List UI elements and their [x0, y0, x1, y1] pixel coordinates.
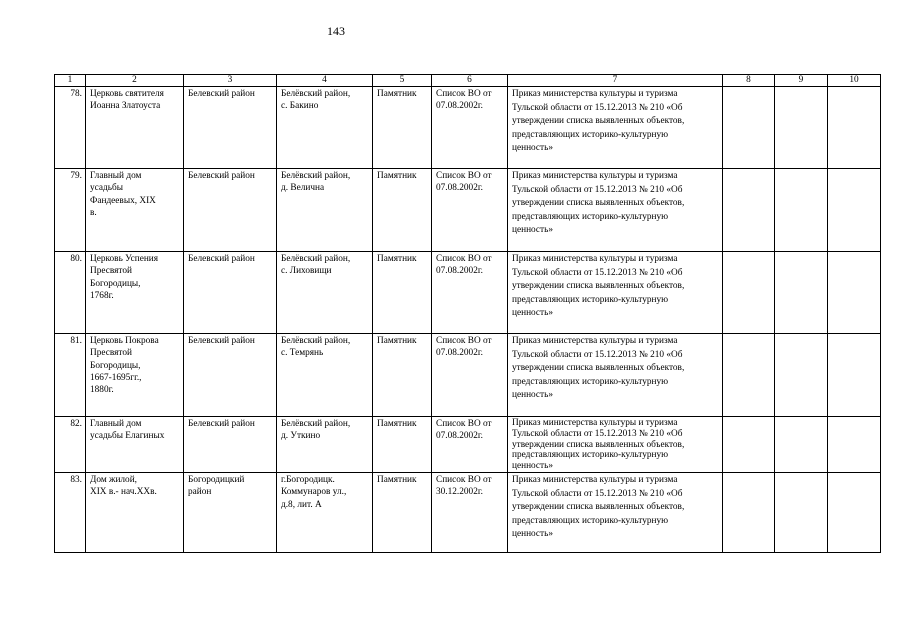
list-reference-cell [432, 169, 508, 252]
cell-line: Приказ министерства культуры и туризма [512, 336, 678, 346]
list-reference-cell [432, 252, 508, 334]
cell-line: ценность» [512, 390, 554, 401]
cell-line: Коммунаров ул., [281, 487, 347, 498]
column-header: 10 [828, 75, 881, 87]
district-cell [184, 334, 277, 417]
empty-cell [723, 252, 775, 334]
cell-line: Церковь святителя [90, 89, 164, 99]
cell-line: ценность» [512, 308, 554, 319]
district-cell [184, 169, 277, 252]
cell-line: Белёвский район, [281, 336, 351, 346]
cell-line: ценность» [512, 225, 554, 236]
table-body [55, 87, 881, 553]
empty-cell [723, 417, 775, 473]
row-number-cell: 83. [55, 472, 86, 552]
order-document-cell [508, 334, 723, 417]
category-cell: Памятник [373, 169, 432, 252]
cell-line: Список ВО от [436, 254, 492, 264]
cell-line: 07.08.2002г. [436, 266, 483, 277]
cell-line: Белёвский район, [281, 419, 351, 429]
address-cell [277, 472, 373, 552]
table-row [55, 169, 881, 252]
cell-line: Белёвский район, [281, 171, 351, 181]
cell-line: д. Велична [281, 183, 325, 194]
column-header: 7 [508, 75, 723, 87]
cell-line: представляющих историко-культурную [512, 450, 669, 461]
cell-line: XIX в.- нач.XXв. [90, 487, 157, 498]
cell-line: с. Лиховищи [281, 266, 332, 277]
cell-line: представляющих историко-культурную [512, 515, 669, 526]
table-row [55, 334, 881, 417]
column-header: 3 [184, 75, 277, 87]
cell-line: ценность» [512, 461, 554, 472]
cell-line: представляющих историко-культурную [512, 211, 669, 222]
cell-line: в. [90, 207, 97, 218]
district-cell [184, 87, 277, 169]
cell-line: утверждении списка выявленных объектов, [512, 439, 685, 450]
cell-line: усадьбы [90, 183, 123, 194]
cell-line: 07.08.2002г. [436, 348, 483, 359]
column-header: 6 [432, 75, 508, 87]
empty-cell [775, 169, 828, 252]
cell-line: Приказ министерства культуры и туризма [512, 418, 678, 428]
list-reference-cell [432, 87, 508, 169]
cell-line: Белевский район [188, 89, 255, 99]
cell-line: утверждении списка выявленных объектов, [512, 502, 685, 513]
cell-line: утверждении списка выявленных объектов, [512, 363, 685, 374]
cell-line: Тульской области от 15.12.2013 № 210 «Об [512, 267, 683, 278]
empty-cell [828, 417, 881, 473]
category-cell: Памятник [373, 87, 432, 169]
table-row [55, 252, 881, 334]
address-cell [277, 252, 373, 334]
cell-line: Тульской области от 15.12.2013 № 210 «Об [512, 349, 683, 360]
cell-line: 07.08.2002г. [436, 101, 483, 112]
cell-line: 30.12.2002г. [436, 487, 483, 498]
order-document-cell [508, 169, 723, 252]
cell-line: Список ВО от [436, 336, 492, 346]
cell-line: с. Темрянь [281, 348, 324, 359]
cell-line: Тульской области от 15.12.2013 № 210 «Об [512, 102, 683, 113]
category-cell: Памятник [373, 252, 432, 334]
order-document-cell [508, 472, 723, 552]
cell-line: Пресвятой [90, 266, 132, 277]
empty-cell [828, 252, 881, 334]
cell-line: район [188, 487, 212, 498]
row-number-cell: 81. [55, 334, 86, 417]
column-header: 8 [723, 75, 775, 87]
cell-line: 1768г. [90, 290, 114, 301]
order-document-cell [508, 252, 723, 334]
cell-line: Тульской области от 15.12.2013 № 210 «Об [512, 428, 683, 439]
column-header: 4 [277, 75, 373, 87]
cell-line: представляющих историко-культурную [512, 376, 669, 387]
cell-line: Приказ министерства культуры и туризма [512, 89, 678, 99]
object-name-cell [86, 169, 184, 252]
column-header: 1 [55, 75, 86, 87]
cell-line: Белевский район [188, 419, 255, 429]
cell-line: Главный дом [90, 171, 142, 181]
empty-cell [828, 87, 881, 169]
cell-line: Список ВО от [436, 419, 492, 429]
empty-cell [828, 472, 881, 552]
cell-line: Тульской области от 15.12.2013 № 210 «Об [512, 184, 683, 195]
address-cell [277, 417, 373, 473]
cell-line: Список ВО от [436, 89, 492, 99]
cell-line: усадьбы Елагиных [90, 431, 165, 442]
cell-line: с. Бакино [281, 101, 319, 112]
empty-cell [775, 472, 828, 552]
empty-cell [828, 169, 881, 252]
cell-line: Богородицы, [90, 360, 141, 371]
cell-line: утверждении списка выявленных объектов, [512, 281, 685, 292]
category-cell: Памятник [373, 334, 432, 417]
cell-line: Белевский район [188, 336, 255, 346]
empty-cell [828, 334, 881, 417]
cell-line: Иоанна Златоуста [90, 101, 161, 112]
empty-cell [723, 472, 775, 552]
column-header: 2 [86, 75, 184, 87]
cell-line: Главный дом [90, 419, 142, 429]
district-cell [184, 417, 277, 473]
cell-line: Тульской области от 15.12.2013 № 210 «Об [512, 488, 683, 499]
row-number-cell: 80. [55, 252, 86, 334]
category-cell: Памятник [373, 417, 432, 473]
address-cell [277, 169, 373, 252]
cell-line: Приказ министерства культуры и туризма [512, 254, 678, 264]
object-name-cell [86, 417, 184, 473]
list-reference-cell [432, 472, 508, 552]
column-header: 5 [373, 75, 432, 87]
row-number-cell: 78. [55, 87, 86, 169]
row-number-cell: 79. [55, 169, 86, 252]
empty-cell [775, 252, 828, 334]
empty-cell [723, 334, 775, 417]
cell-line: д. Уткино [281, 431, 321, 442]
district-cell [184, 472, 277, 552]
cell-line: представляющих историко-культурную [512, 294, 669, 305]
cell-line: Белевский район [188, 171, 255, 181]
list-reference-cell [432, 334, 508, 417]
table-row [55, 472, 881, 552]
cell-line: г.Богородицк. [281, 474, 335, 485]
page-number: 143 [327, 24, 345, 38]
cell-line: Церковь Покрова [90, 336, 159, 346]
cell-line: представляющих историко-культурную [512, 129, 669, 140]
row-number-cell: 82. [55, 417, 86, 473]
cell-line: Пресвятой [90, 348, 132, 359]
table-row [55, 87, 881, 169]
empty-cell [723, 169, 775, 252]
empty-cell [775, 334, 828, 417]
empty-cell [775, 87, 828, 169]
category-cell: Памятник [373, 472, 432, 552]
district-cell [184, 252, 277, 334]
cell-line: 1667-1695гг., [90, 372, 142, 383]
object-name-cell [86, 334, 184, 417]
order-document-cell [508, 87, 723, 169]
cell-line: 07.08.2002г. [436, 431, 483, 442]
object-name-cell [86, 472, 184, 552]
cell-line: Богородицы, [90, 278, 141, 289]
cell-line: ценность» [512, 529, 554, 540]
cell-line: Белёвский район, [281, 254, 351, 264]
empty-cell [775, 417, 828, 473]
heritage-objects-table [54, 74, 881, 553]
column-number-row [55, 75, 881, 87]
cell-line: Церковь Успения [90, 254, 159, 264]
cell-line: Белевский район [188, 254, 255, 264]
cell-line: Богородицкий [188, 474, 245, 485]
column-header: 9 [775, 75, 828, 87]
empty-cell [723, 87, 775, 169]
cell-line: д.8, лит. А [281, 499, 322, 510]
list-reference-cell [432, 417, 508, 473]
address-cell [277, 334, 373, 417]
object-name-cell [86, 87, 184, 169]
cell-line: утверждении списка выявленных объектов, [512, 116, 685, 127]
cell-line: Дом жилой, [90, 474, 138, 485]
cell-line: Список ВО от [436, 474, 492, 485]
cell-line: Фандеевых, XIX [90, 195, 156, 206]
order-document-cell [508, 417, 723, 473]
address-cell [277, 87, 373, 169]
object-name-cell [86, 252, 184, 334]
cell-line: Белёвский район, [281, 89, 351, 99]
cell-line: утверждении списка выявленных объектов, [512, 198, 685, 209]
cell-line: 1880г. [90, 385, 114, 396]
table-row [55, 417, 881, 473]
cell-line: Список ВО от [436, 171, 492, 181]
cell-line: Приказ министерства культуры и туризма [512, 171, 678, 181]
cell-line: ценность» [512, 143, 554, 154]
cell-line: Приказ министерства культуры и туризма [512, 474, 678, 485]
cell-line: 07.08.2002г. [436, 183, 483, 194]
